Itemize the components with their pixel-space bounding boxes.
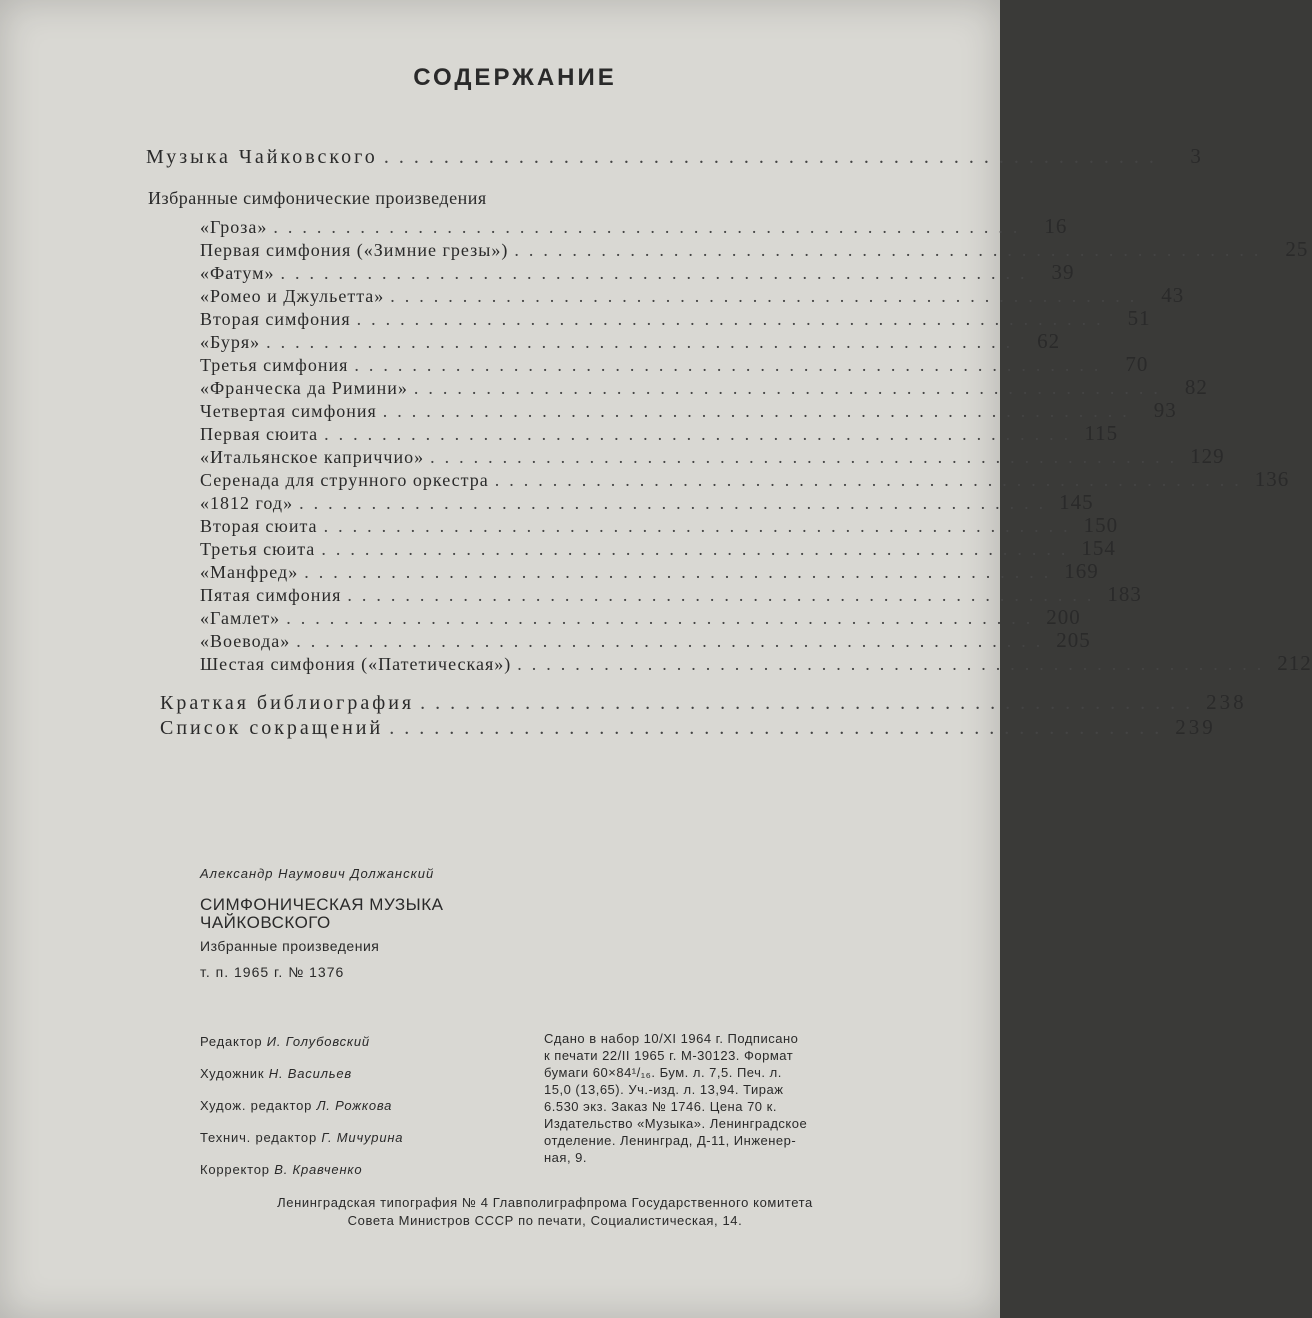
toc-entry-label: Четвертая симфония <box>200 401 377 421</box>
toc-entry-label: Третья симфония <box>200 355 349 375</box>
credit-line <box>200 1066 403 1098</box>
toc-entry <box>200 398 1177 422</box>
toc-entry-label: Вторая сюита <box>200 516 318 536</box>
toc-entry <box>200 628 1091 652</box>
toc-entry-label: «Гроза» <box>200 217 268 237</box>
print-detail-line: Издательство «Музыка». Ленинградское <box>544 1116 808 1131</box>
print-detail-line: отделение. Ленинград, Д-11, Инженер- <box>544 1133 797 1148</box>
credit-name: В. Кравченко <box>274 1162 363 1177</box>
credit-role: Корректор <box>200 1162 270 1177</box>
toc-entry-page: 16 <box>1044 214 1068 238</box>
toc-entry <box>200 605 1081 629</box>
toc-entry <box>200 283 1185 307</box>
toc-entry-page: 239 <box>1175 715 1216 739</box>
toc-entry-label: Пятая симфония <box>200 585 342 605</box>
toc-entry <box>200 559 1099 583</box>
toc-entry <box>200 651 1312 675</box>
toc-entry <box>200 352 1149 376</box>
toc-entry-page: 169 <box>1064 559 1099 583</box>
toc-entry-page: 82 <box>1184 375 1208 399</box>
toc-entry-label: «Манфред» <box>200 562 299 582</box>
toc-entry <box>200 513 1119 537</box>
toc-entry-page: 62 <box>1037 329 1061 353</box>
leader-dots: .................................................... <box>383 146 1164 168</box>
leader-dots: .................................................... <box>324 424 1079 444</box>
credit-name: Н. Васильев <box>268 1066 353 1081</box>
leader-dots: .................................................... <box>354 355 1109 375</box>
plan-number: т. п. 1965 г. № 1376 <box>200 964 345 980</box>
leader-dots: .................................................... <box>413 378 1168 398</box>
toc-entry <box>200 260 1075 284</box>
toc-entry-page: 70 <box>1125 352 1149 376</box>
toc-entry <box>200 444 1225 468</box>
author-name: Александр Наумович Должанский <box>200 866 435 881</box>
toc-entry-label: Музыка Чайковского <box>146 146 378 168</box>
toc-entry-label: Краткая библиография <box>160 692 415 714</box>
toc-entry-page: 136 <box>1254 467 1290 491</box>
toc-entry <box>200 467 1290 491</box>
toc-entry-page: 115 <box>1084 421 1119 445</box>
print-detail-line: бумаги 60×84¹/₁₆. Бум. л. 7,5. Печ. л. <box>544 1065 782 1080</box>
toc-entry-label: Первая сюита <box>200 424 319 444</box>
toc-entry <box>200 237 1309 261</box>
toc-entry-page: 238 <box>1206 690 1247 714</box>
toc-entry <box>200 536 1116 560</box>
book-title-line: СИМФОНИЧЕСКАЯ МУЗЫКА <box>200 895 444 914</box>
toc-entry <box>200 490 1094 514</box>
toc-entry-page: 129 <box>1190 444 1225 468</box>
toc-entry-label: Вторая симфония <box>200 309 351 329</box>
toc-entry-label: «Буря» <box>200 332 261 352</box>
credit-line <box>200 1034 403 1066</box>
credit-role: Технич. редактор <box>200 1130 317 1145</box>
toc-entry-label: «1812 год» <box>200 493 294 513</box>
toc-entry <box>200 214 1068 238</box>
leader-dots: .................................................... <box>286 608 1041 628</box>
toc-entry-label: Третья сюита <box>200 539 316 559</box>
leader-dots: .................................................... <box>273 217 1028 237</box>
toc-entry-page: 43 <box>1161 283 1185 307</box>
leader-dots: .................................................... <box>420 692 1201 714</box>
toc-entry-label: Серенада для струнного оркестра <box>200 470 489 490</box>
credit-role: Худож. редактор <box>200 1098 313 1113</box>
toc-entry-page: 205 <box>1056 628 1091 652</box>
toc-entry-label: «Гамлет» <box>200 608 281 628</box>
toc-entry-page: 93 <box>1153 398 1177 422</box>
printer-info <box>200 1194 890 1230</box>
credit-role: Художник <box>200 1066 265 1081</box>
leader-dots: .................................................... <box>299 493 1054 513</box>
toc-entry-label: «Ромео и Джульетта» <box>200 286 385 306</box>
leader-dots: .................................................... <box>323 516 1078 536</box>
printer-line: Совета Министров СССР по печати, Социалистическая, 14. <box>347 1213 743 1228</box>
contents-heading: СОДЕРЖАНИЕ <box>413 64 617 91</box>
book-title-line: ЧАЙКОВСКОГО <box>200 913 331 932</box>
leader-dots: .................................................... <box>266 332 1021 352</box>
print-detail-line: Сдано в набор 10/XI 1964 г. Подписано <box>544 1031 799 1046</box>
toc-entry-label: «Фатум» <box>200 263 275 283</box>
toc-entry-label: Шестая симфония («Патетическая») <box>200 654 512 674</box>
credits-list <box>200 1034 403 1194</box>
toc-entry-page: 51 <box>1127 306 1151 330</box>
toc-entry-page: 145 <box>1059 490 1094 514</box>
toc-entry <box>200 421 1119 445</box>
print-detail-line: ная, 9. <box>544 1150 588 1165</box>
book-title <box>200 896 443 932</box>
toc-entry-label: Список сокращений <box>160 717 384 739</box>
credit-name: Г. Мичурина <box>321 1130 404 1145</box>
leader-dots: .................................................... <box>514 240 1269 260</box>
toc-entry-label: Первая симфония («Зимние грезы») <box>200 240 509 260</box>
leader-dots: .................................................... <box>304 562 1059 582</box>
toc-entry-page: 212 <box>1277 651 1312 675</box>
toc-entry <box>160 690 1247 714</box>
credit-name: Л. Рожкова <box>316 1098 393 1113</box>
toc-entry-page: 154 <box>1081 536 1116 560</box>
leader-dots: .................................................... <box>356 309 1111 329</box>
print-detail-line: к печати 22/II 1965 г. М-30123. Формат <box>544 1048 794 1063</box>
leader-dots: .................................................... <box>347 585 1102 605</box>
leader-dots: .................................................... <box>389 717 1170 739</box>
credit-name: И. Голубовский <box>266 1034 370 1049</box>
print-detail-line: 6.530 экз. Заказ № 1746. Цена 70 к. <box>544 1099 777 1114</box>
leader-dots: .................................................... <box>430 447 1185 467</box>
toc-entry-page: 150 <box>1083 513 1119 537</box>
toc-entry-page: 3 <box>1190 144 1204 168</box>
toc-entry-page: 25 <box>1285 237 1309 261</box>
credit-line <box>200 1162 403 1194</box>
printer-line: Ленинградская типография № 4 Главполиграфпрома Государственного комитета <box>277 1195 813 1210</box>
leader-dots: .................................................... <box>517 654 1272 674</box>
leader-dots: .................................................... <box>321 539 1076 559</box>
toc-entry <box>160 715 1216 739</box>
print-details <box>544 1030 884 1166</box>
print-detail-line: 15,0 (13,65). Уч.-изд. л. 13,94. Тираж <box>544 1082 784 1097</box>
toc-entry-page: 39 <box>1051 260 1075 284</box>
toc-entry-label: «Воевода» <box>200 631 291 651</box>
leader-dots: .................................................... <box>382 401 1137 421</box>
toc-entry <box>200 375 1208 399</box>
toc-entry-page: 183 <box>1107 582 1142 606</box>
credit-role: Редактор <box>200 1034 263 1049</box>
toc-entry-label: «Франческа да Римини» <box>200 378 408 398</box>
toc-entry-page: 200 <box>1046 605 1081 629</box>
leader-dots: .................................................... <box>494 470 1249 490</box>
toc-entry <box>146 144 1204 168</box>
toc-entry <box>200 582 1142 606</box>
toc-entry-label: «Итальянское каприччио» <box>200 447 425 467</box>
credit-line <box>200 1130 403 1162</box>
leader-dots: .................................................... <box>390 286 1145 306</box>
section-heading: Избранные симфонические произведения <box>148 188 487 208</box>
toc-entry <box>200 306 1151 330</box>
leader-dots: .................................................... <box>280 263 1035 283</box>
toc-entry <box>200 329 1061 353</box>
credit-line <box>200 1098 403 1130</box>
book-subtitle: Избранные произведения <box>200 938 380 954</box>
leader-dots: .................................................... <box>296 631 1051 651</box>
